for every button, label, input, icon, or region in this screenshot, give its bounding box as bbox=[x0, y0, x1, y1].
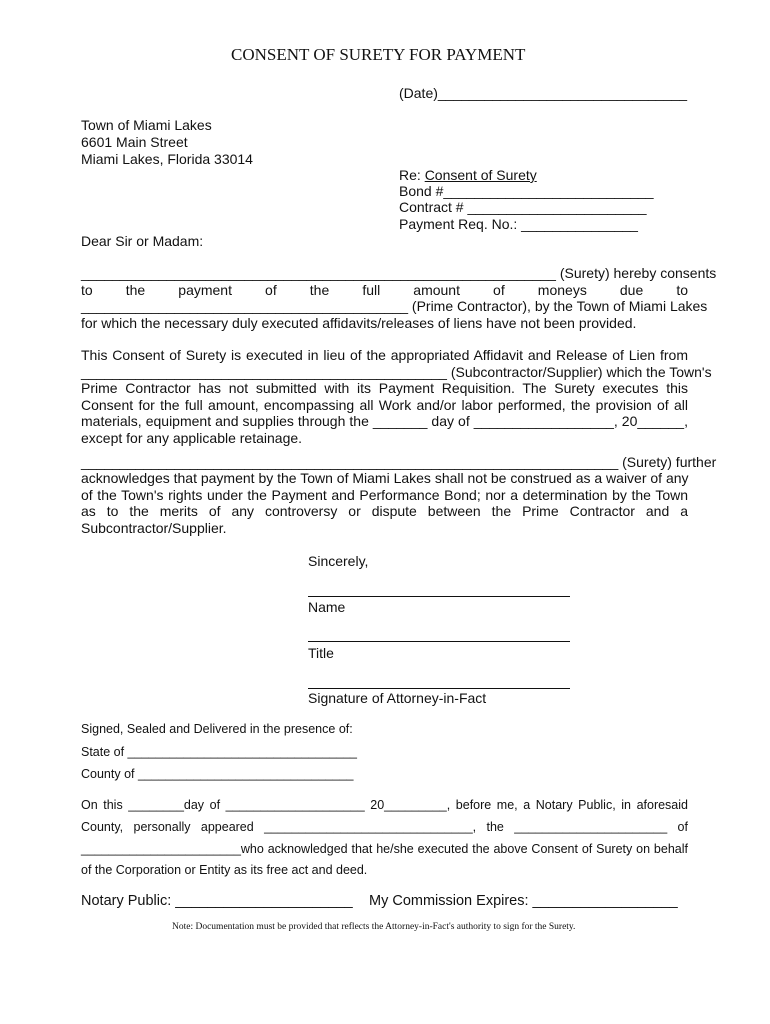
on-this-line-2[interactable]: County, personally appeared ______________________________, the ______________________ of bbox=[81, 820, 688, 834]
re-subject: Consent of Surety bbox=[424, 167, 537, 183]
para2-line-1: This Consent of Surety is executed in lieu of the appropriated Affidavit and Release of Lien from bbox=[81, 347, 688, 363]
contract-number-field[interactable]: Contract # _______________________ bbox=[399, 199, 647, 215]
re-line bbox=[399, 167, 537, 183]
closing: Sincerely, bbox=[308, 553, 369, 569]
documentation-note: Note: Documentation must be provided that reflects the Attorney-in-Fact's authority to sign for the Surety. bbox=[172, 922, 576, 932]
para1-line-3[interactable]: __________________________________________ (Prime Contractor), by the Town of Miami Lakes bbox=[81, 298, 708, 314]
on-this-line-3[interactable]: _______________________who acknowledged that he/she executed the above Consent of Surety on behalf bbox=[81, 842, 688, 856]
signed-sealed-text: Signed, Sealed and Delivered in the presence of: bbox=[81, 722, 353, 736]
para2-line-5[interactable]: materials, equipment and supplies through the _______ day of __________________, 20______, bbox=[81, 413, 688, 429]
county-field[interactable]: County of _______________________________ bbox=[81, 767, 354, 781]
para2-line-2[interactable]: _______________________________________________ (Subcontractor/Supplier) which the Town's bbox=[81, 364, 712, 380]
para3-line-3: of the Town's rights under the Payment and Performance Bond; nor a determination by the Town bbox=[81, 487, 688, 503]
date-field[interactable]: (Date)________________________________ bbox=[399, 85, 688, 101]
para2-line-3: Prime Contractor has not submitted with its Payment Requisition. The Surety executes this bbox=[81, 380, 688, 396]
payment-req-field[interactable]: Payment Req. No.: _______________ bbox=[399, 216, 638, 232]
notary-public-field[interactable]: Notary Public: ______________________ bbox=[81, 893, 353, 909]
para1-line-1[interactable]: _____________________________________________________________ (Surety) hereby consents bbox=[81, 265, 717, 281]
para2-line-6: except for any applicable retainage. bbox=[81, 430, 303, 446]
para1-line-2: to the payment of the full amount of moneys due to bbox=[81, 282, 688, 298]
para3-line-5: Subcontractor/Supplier. bbox=[81, 520, 227, 536]
document-title: CONSENT OF SURETY FOR PAYMENT bbox=[231, 45, 526, 64]
para3-line-4: as to the merits of any controversy or dispute between the Prime Contractor and a bbox=[81, 503, 688, 519]
name-label: Name bbox=[308, 599, 346, 615]
address-line-2: 6601 Main Street bbox=[81, 134, 188, 150]
name-signature-line[interactable] bbox=[308, 596, 570, 597]
attorney-signature-line[interactable] bbox=[308, 688, 570, 689]
address-line-3: Miami Lakes, Florida 33014 bbox=[81, 151, 253, 167]
salutation: Dear Sir or Madam: bbox=[81, 233, 204, 249]
commission-expires-field[interactable]: My Commission Expires: __________________ bbox=[369, 893, 678, 909]
para1-line-4: for which the necessary duly executed affidavits/releases of liens have not been provided. bbox=[81, 315, 637, 331]
on-this-line-1[interactable]: On this ________day of ____________________ 20_________, before me, a Notary Public, in aforesaid bbox=[81, 798, 688, 812]
attorney-label: Signature of Attorney-in-Fact bbox=[308, 690, 487, 706]
title-label: Title bbox=[308, 645, 334, 661]
state-field[interactable]: State of _________________________________ bbox=[81, 745, 357, 759]
bond-number-field[interactable]: Bond #___________________________ bbox=[399, 183, 654, 199]
para3-line-1[interactable]: _____________________________________________________________________ (Surety) further bbox=[81, 454, 717, 470]
address-line-1: Town of Miami Lakes bbox=[81, 117, 212, 133]
title-signature-line[interactable] bbox=[308, 641, 570, 642]
para2-line-4: Consent for the full amount, encompassing all Work and/or labor performed, the provision of all bbox=[81, 397, 688, 413]
corporation-text: of the Corporation or Entity as its free act and deed. bbox=[81, 863, 368, 877]
re-prefix: Re: bbox=[399, 167, 425, 183]
para3-line-2: acknowledges that payment by the Town of Miami Lakes shall not be construed as a waiver of any bbox=[81, 470, 689, 486]
